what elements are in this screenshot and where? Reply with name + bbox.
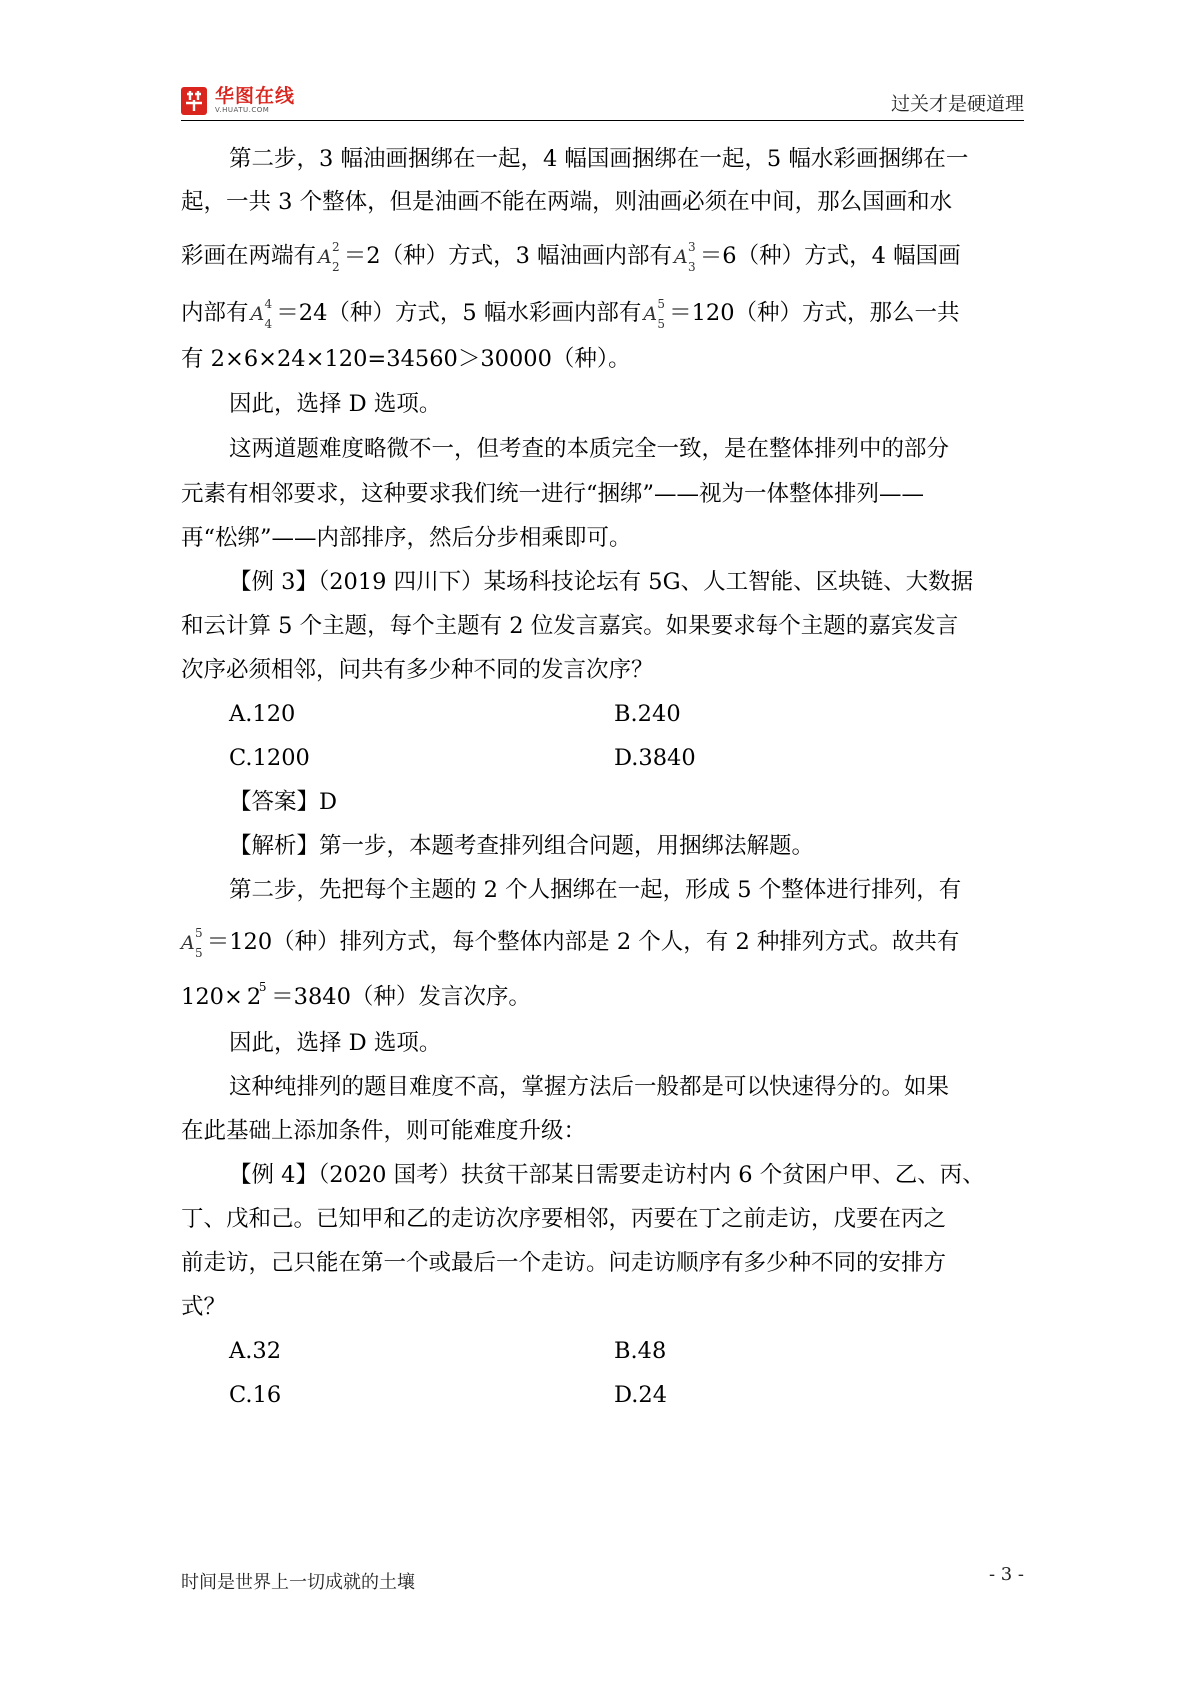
option-b: B.240 — [614, 701, 681, 727]
paragraph-line — [181, 241, 961, 272]
text-span: ＝2（种）方式，3 幅油画内部有 — [343, 243, 673, 269]
huatu-logo-icon — [181, 87, 207, 115]
text-span: 内部有 — [181, 300, 249, 326]
example-line: 次序必须相邻，问共有多少种不同的发言次序？ — [181, 657, 654, 683]
answer-line: 【答案】D — [229, 789, 338, 815]
analysis-line: 第二步，先把每个主题的 2 个人捆绑在一起，形成 5 个整体进行排列，有 — [229, 877, 962, 903]
logo-name: 华图在线 — [215, 85, 296, 107]
huatu-logo — [181, 86, 295, 115]
analysis-line: 【解析】第一步，本题考查排列组合问题，用捆绑法解题。 — [229, 833, 815, 859]
option-a: A.120 — [229, 701, 296, 727]
option-b: B.48 — [614, 1338, 667, 1364]
paragraph-line: 因此，选择 D 选项。 — [229, 1030, 442, 1056]
text-span: ＝120（种）方式，那么一共 — [669, 300, 960, 326]
paragraph-line — [181, 298, 960, 329]
permutation-a22: A 2 2 — [318, 240, 340, 274]
paragraph-line: 这种纯排列的题目难度不高，掌握方法后一般都是可以快速得分的。如果 — [229, 1074, 950, 1100]
option-c: C.1200 — [229, 745, 310, 771]
option-d: D.24 — [614, 1382, 668, 1408]
paragraph-line: 再“松绑”——内部排序，然后分步相乘即可。 — [181, 525, 632, 551]
option-d: D.3840 — [614, 745, 696, 771]
header-slogan: 过关才是硬道理 — [890, 93, 1024, 115]
example-line: 【例 4】（2020 国考）扶贫干部某日需要走访村内 6 个贫困户甲、乙、丙、 — [229, 1162, 985, 1188]
paragraph-line: 元素有相邻要求，这种要求我们统一进行“捆绑”——视为一体整体排列—— — [181, 481, 925, 507]
text-span: ＝6（种）方式，4 幅国画 — [699, 243, 961, 269]
example-line: 前走访，己只能在第一个或最后一个走访。问走访顺序有多少种不同的安排方 — [181, 1250, 947, 1276]
page-number: - 3 - — [988, 1564, 1024, 1585]
example-line: 和云计算 5 个主题，每个主题有 2 位发言嘉宾。如果要求每个主题的嘉宾发言 — [181, 613, 959, 639]
page-header — [181, 80, 1024, 121]
paragraph-line: 因此，选择 D 选项。 — [229, 391, 442, 417]
permutation-a55: A 5 5 — [181, 926, 203, 960]
paragraph-line: 这两道题难度略微不一，但考查的本质完全一致，是在整体排列中的部分 — [229, 436, 950, 462]
paragraph-line: 第二步，3 幅油画捆绑在一起，4 幅国画捆绑在一起，5 幅水彩画捆绑在一 — [229, 146, 969, 172]
text-span: ＝24（种）方式，5 幅水彩画内部有 — [276, 300, 642, 326]
power-expression: 2 5 — [246, 980, 267, 1010]
paragraph-line: 起，一共 3 个整体，但是油画不能在两端，则油画必须在中间，那么国画和水 — [181, 189, 953, 215]
option-a: A.32 — [229, 1338, 282, 1364]
logo-url: V.HUATU.COM — [215, 106, 270, 114]
permutation-a33: A 3 3 — [674, 240, 696, 274]
footer-motto: 时间是世界上一切成就的土壤 — [181, 1572, 415, 1593]
option-c: C.16 — [229, 1382, 282, 1408]
text-span: ＝120（种）排列方式，每个整体内部是 2 个人，有 2 种排列方式。故共有 — [206, 929, 960, 955]
text-span: ＝3840（种）发言次序。 — [271, 984, 531, 1010]
paragraph-line: 有 2×6×24×120=34560＞30000（种）。 — [181, 346, 631, 372]
text-span: 彩画在两端有 — [181, 243, 317, 269]
permutation-a55: A 5 5 — [643, 297, 665, 331]
example-line: 丁、戊和己。已知甲和乙的走访次序要相邻，丙要在丁之前走访，戊要在丙之 — [181, 1206, 947, 1232]
analysis-line — [181, 982, 531, 1012]
example-line: 【例 3】（2019 四川下）某场科技论坛有 5G、人工智能、区块链、大数据 — [229, 569, 974, 595]
paragraph-line: 在此基础上添加条件，则可能难度升级： — [181, 1118, 587, 1144]
text-span: 120× — [181, 984, 243, 1010]
page-footer — [181, 1564, 1024, 1598]
permutation-a44: A 4 4 — [250, 297, 273, 331]
analysis-line — [181, 927, 959, 958]
example-line: 式？ — [181, 1294, 227, 1320]
